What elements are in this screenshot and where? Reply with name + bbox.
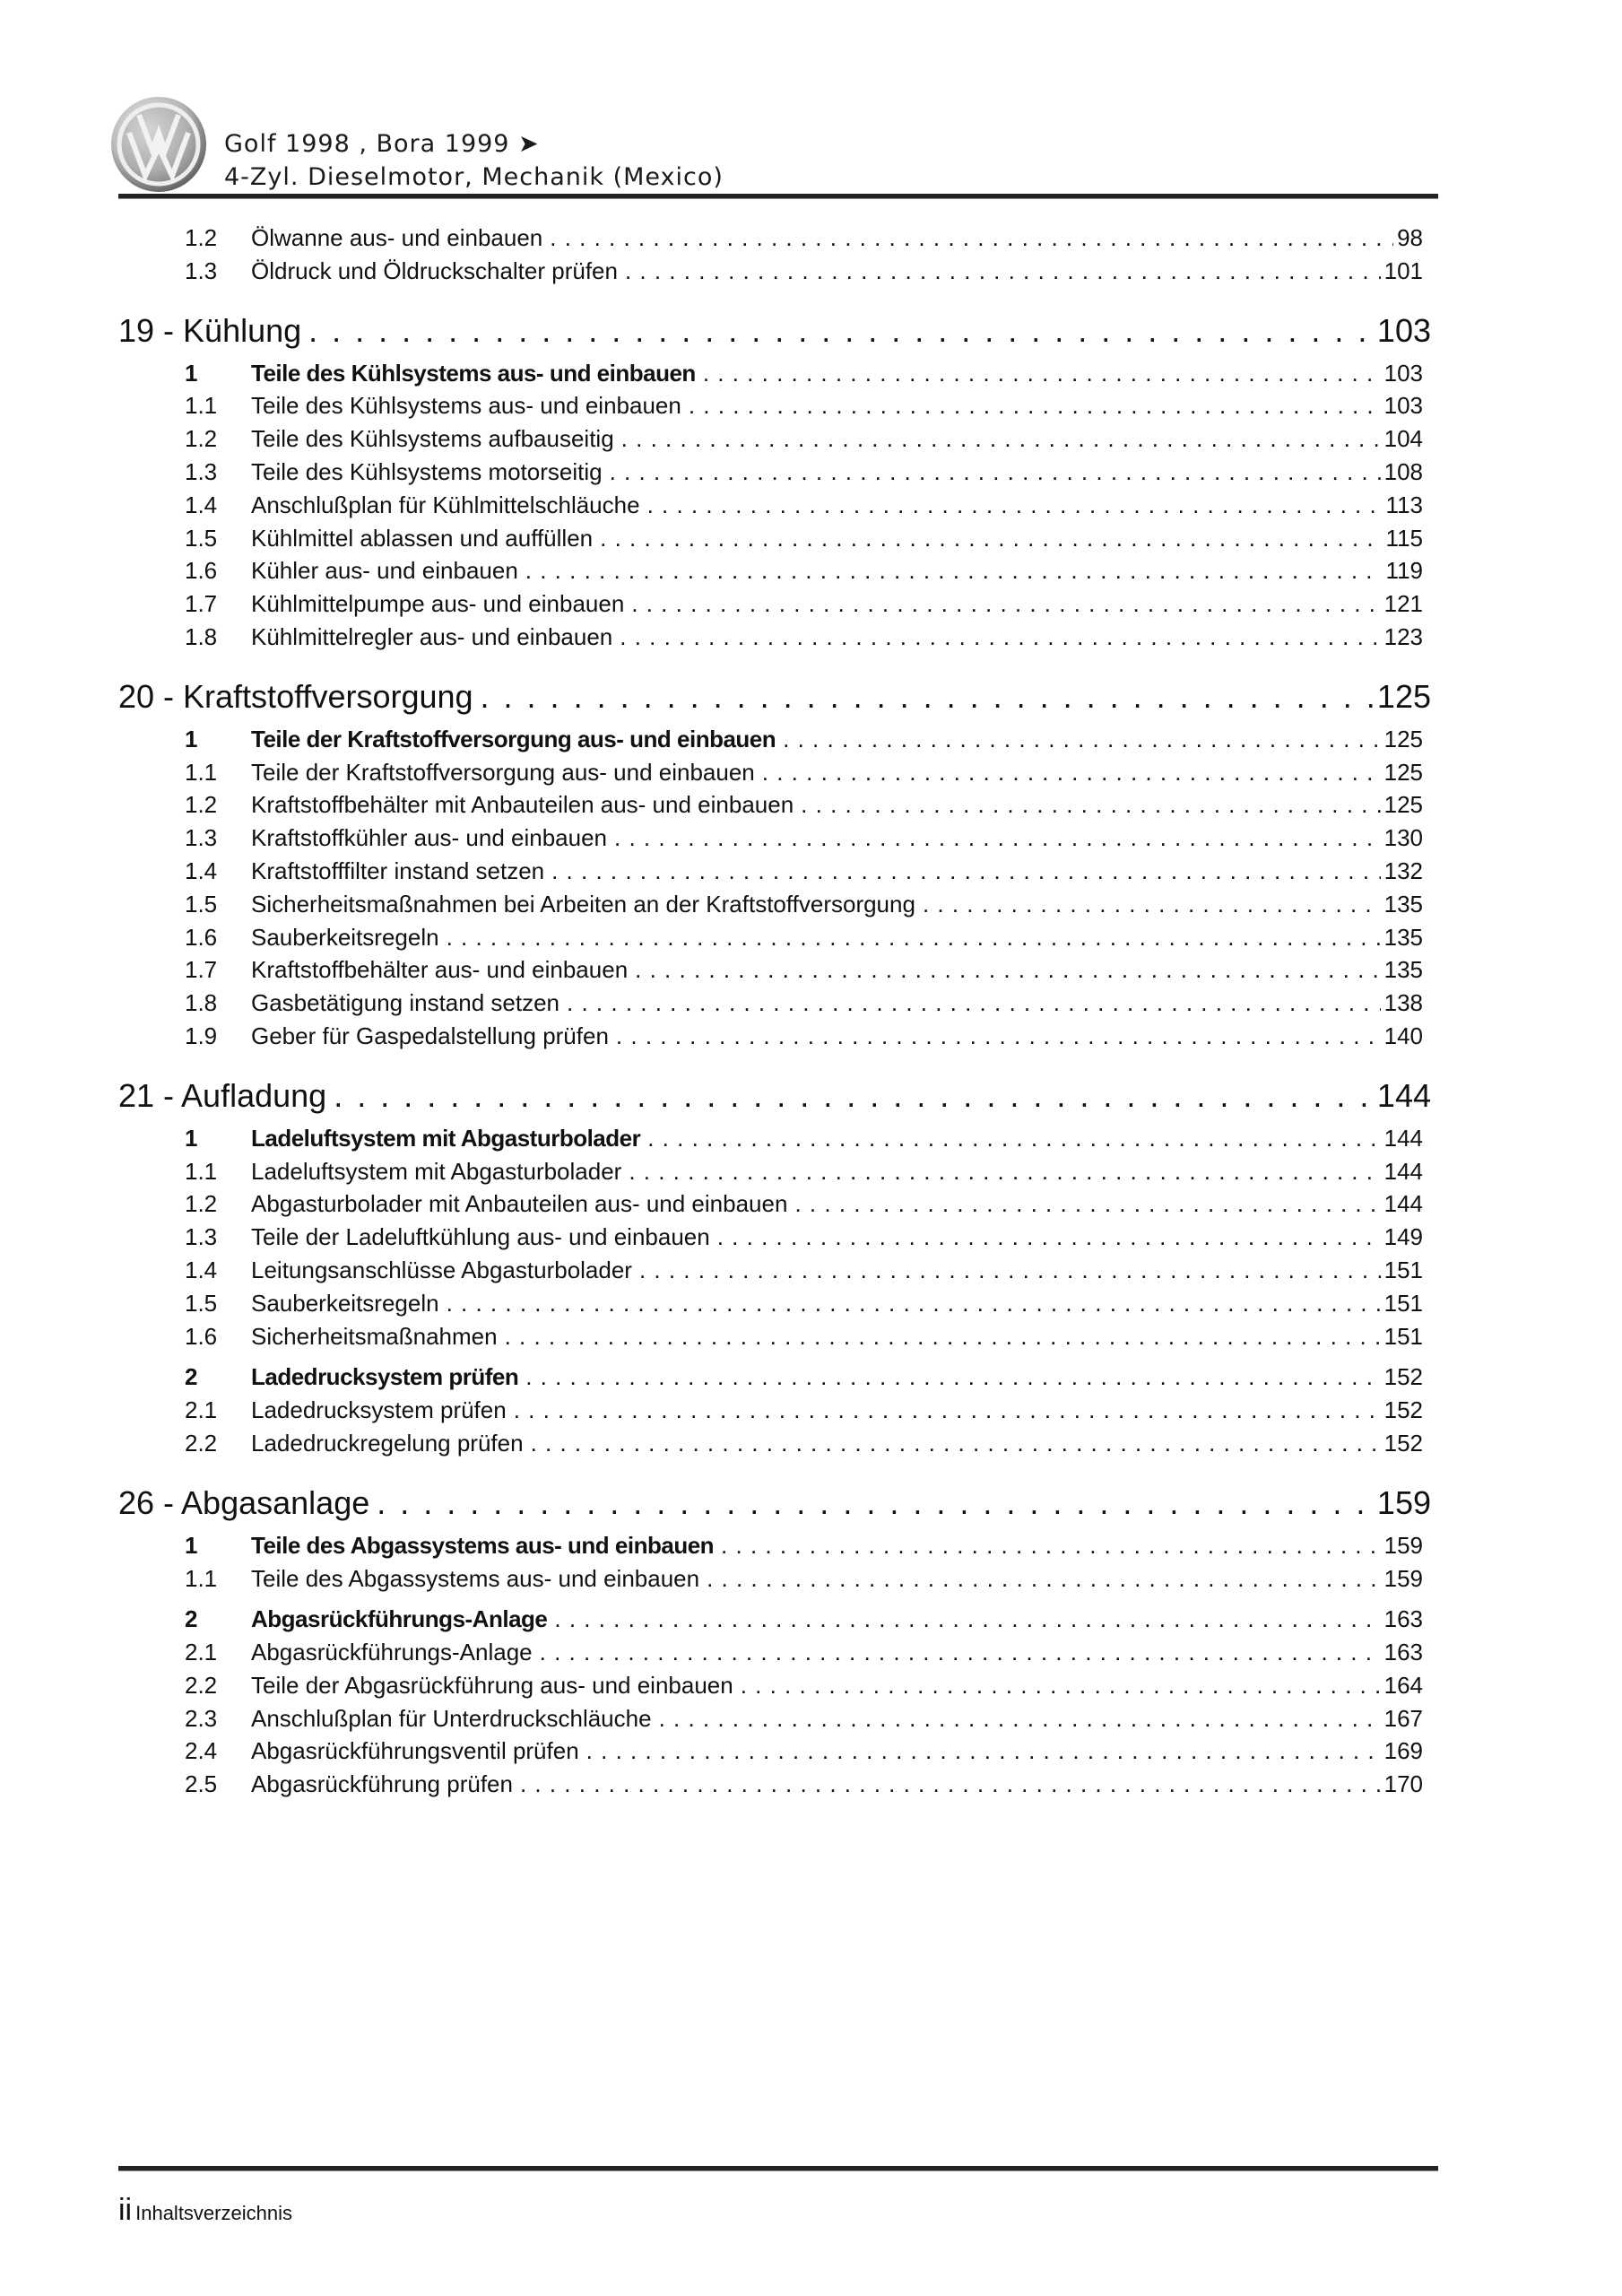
toc-entry-page: 159 (1376, 1483, 1431, 1521)
dot-leader (647, 489, 1383, 522)
toc-section-heading[interactable] (118, 1361, 1431, 1394)
dot-leader (600, 522, 1382, 555)
toc-entry[interactable] (118, 1427, 1431, 1460)
toc-entry-number: 1.2 (185, 1190, 218, 1218)
toc-entry[interactable] (118, 489, 1431, 522)
toc-entry[interactable] (118, 1320, 1431, 1353)
toc-entry[interactable] (118, 1562, 1431, 1596)
toc-chapter-heading[interactable] (118, 1482, 1431, 1525)
toc-entry-number: 1.8 (185, 989, 218, 1017)
toc-entry-title: Teile des Abgassystems aus- und einbauen (251, 1531, 715, 1559)
dot-leader (923, 888, 1381, 921)
toc-entry-title: Sauberkeitsregeln (251, 923, 439, 951)
toc-entry-title: Ladeluftsystem mit Abgasturbolader (251, 1124, 641, 1152)
dot-leader (525, 554, 1383, 587)
toc-entry-page: 101 (1383, 257, 1423, 284)
toc-chapter-heading[interactable] (118, 309, 1431, 352)
toc-entry-page: 152 (1383, 1363, 1423, 1391)
dot-leader (505, 1320, 1381, 1353)
dot-leader (614, 822, 1381, 855)
toc-entry-title: Abgasturbolader mit Anbauteilen aus- und einbauen (251, 1190, 788, 1218)
toc-entry-number: 1.2 (185, 224, 218, 251)
toc-entry-page: 125 (1383, 758, 1423, 786)
toc-entry-page: 144 (1383, 1157, 1423, 1185)
toc-entry[interactable] (118, 953, 1431, 987)
toc-entry-number: 1.3 (185, 1223, 218, 1251)
dot-leader (540, 1636, 1381, 1669)
toc-entry-title: 20 - Kraftstoffversorgung (118, 677, 473, 715)
toc-section-heading[interactable] (118, 1122, 1431, 1155)
toc-entry-title: Abgasrückführung prüfen (251, 1770, 513, 1798)
vw-logo (109, 95, 208, 194)
toc-entry-title: Teile des Kühlsystems aus- und einbauen (251, 392, 681, 420)
toc-entry[interactable] (118, 1768, 1431, 1801)
toc-section-heading[interactable] (118, 723, 1431, 756)
dot-leader (531, 1427, 1381, 1460)
toc-entry-number: 2.1 (185, 1639, 218, 1666)
toc-entry-number: 1.3 (185, 824, 218, 852)
toc-entry-number: 1.1 (185, 1157, 218, 1185)
toc-entry-page: 149 (1383, 1223, 1423, 1251)
toc-entry-number: 2.1 (185, 1396, 218, 1424)
toc-entry-title: Abgasrückführungs-Anlage (251, 1605, 548, 1633)
toc-entry-title: 26 - Abgasanlage (118, 1483, 370, 1521)
toc-entry[interactable] (118, 822, 1431, 855)
toc-entry-title: Teile der Ladeluftkühlung aus- und einbauen (251, 1223, 710, 1251)
toc-entry[interactable] (118, 621, 1431, 654)
toc-entry-title: Geber für Gaspedalstellung prüfen (251, 1022, 609, 1049)
toc-section-heading[interactable] (118, 1529, 1431, 1562)
toc-entry[interactable] (118, 1155, 1431, 1188)
toc-entry-title: 21 - Aufladung (118, 1076, 327, 1114)
toc-entry[interactable] (118, 1020, 1431, 1053)
toc-entry-number: 1.4 (185, 1256, 218, 1283)
dot-leader (621, 422, 1381, 456)
toc-entry-title: Ölwanne aus- und einbauen (251, 224, 543, 251)
toc-entry-number: 1.2 (185, 425, 218, 453)
toc-entry-number: 1.7 (185, 590, 218, 618)
toc-entry-title: Kraftstoffbehälter aus- und einbauen (251, 956, 629, 984)
toc-entry[interactable] (118, 1394, 1431, 1427)
toc-entry-page: 135 (1383, 956, 1423, 984)
toc-entry[interactable] (118, 554, 1431, 587)
dot-leader (783, 723, 1380, 756)
toc-entry-page: 163 (1383, 1605, 1423, 1633)
toc-entry-number: 1.3 (185, 257, 218, 284)
toc-entry-page: 152 (1383, 1429, 1423, 1457)
toc-entry-page: 169 (1383, 1737, 1423, 1765)
toc-entry-page: 125 (1383, 791, 1423, 819)
toc-entry-title: Anschlußplan für Kühlmittelschläuche (251, 491, 640, 518)
toc-entry-title: Kühler aus- und einbauen (251, 557, 518, 585)
toc-entry-title: Gasbetätigung instand setzen (251, 989, 560, 1017)
dot-leader (514, 1394, 1381, 1427)
toc-entry-page: 121 (1383, 590, 1423, 618)
toc-entry-page: 167 (1383, 1704, 1423, 1732)
toc-entry-number: 1.5 (185, 524, 218, 552)
toc-entry-page: 144 (1383, 1124, 1423, 1152)
dot-leader (629, 1155, 1380, 1188)
dot-leader (659, 1702, 1381, 1735)
toc-entry-title: Kühlmittel ablassen und auffüllen (251, 524, 594, 552)
dot-leader (717, 1221, 1381, 1254)
toc-entry-number: 1.5 (185, 1289, 218, 1317)
toc-entry-number: 2.3 (185, 1704, 218, 1732)
toc-entry-title: Teile der Kraftstoffversorgung aus- und einbauen (251, 725, 776, 752)
dot-leader (554, 1603, 1380, 1636)
toc-entry[interactable] (118, 855, 1431, 888)
toc-entry[interactable] (118, 1287, 1431, 1320)
toc-entry-title: Abgasrückführungs-Anlage (251, 1639, 533, 1666)
toc-entry-title: Leitungsanschlüsse Abgasturbolader (251, 1256, 632, 1283)
toc-entry-title: Abgasrückführungsventil prüfen (251, 1737, 579, 1765)
toc-entry[interactable] (118, 1636, 1431, 1669)
toc-entry-number: 1 (185, 725, 197, 752)
toc-entry-number: 1.1 (185, 392, 218, 420)
toc-section-heading[interactable] (118, 1603, 1431, 1636)
toc-entry-page: 108 (1383, 457, 1423, 485)
toc-entry-page: 164 (1383, 1671, 1423, 1699)
toc-entry[interactable] (118, 888, 1431, 921)
toc-entry-page: 132 (1383, 857, 1423, 884)
toc-entry[interactable] (118, 1254, 1431, 1287)
toc-entry-number: 1.1 (185, 758, 218, 786)
dot-leader (377, 1482, 1374, 1525)
toc-entry[interactable] (118, 587, 1431, 621)
dot-leader (447, 1287, 1381, 1320)
toc-entry-page: 103 (1383, 359, 1423, 387)
toc-entry-number: 1 (185, 1531, 197, 1559)
toc-entry-page: 98 (1397, 224, 1423, 251)
toc-entry-page: 151 (1383, 1289, 1423, 1317)
toc-entry-number: 1.5 (185, 890, 218, 918)
toc-entry[interactable] (118, 1187, 1431, 1221)
toc-entry-title: Teile des Kühlsystems aufbauseitig (251, 425, 614, 453)
dot-leader (567, 987, 1381, 1020)
toc-entry-page: 130 (1383, 824, 1423, 852)
toc-entry-page: 140 (1383, 1022, 1423, 1049)
dot-leader (308, 309, 1374, 352)
toc-section-heading[interactable] (118, 357, 1431, 390)
toc-entry[interactable] (118, 456, 1431, 489)
toc-entry-number: 1.6 (185, 557, 218, 585)
dot-leader (620, 621, 1380, 654)
dot-leader (334, 1074, 1374, 1118)
dot-leader (631, 587, 1380, 621)
footer-section-label: Inhaltsverzeichnis (135, 2202, 292, 2224)
toc-entry-title: Teile der Abgasrückführung aus- und einbauen (251, 1671, 733, 1699)
dot-leader (721, 1529, 1381, 1562)
dot-leader (551, 855, 1381, 888)
toc-entry-title: Kühlmittelpumpe aus- und einbauen (251, 590, 625, 618)
toc-entry[interactable] (118, 255, 1431, 288)
toc-entry-number: 1.4 (185, 857, 218, 884)
toc-entry-page: 104 (1383, 425, 1423, 453)
toc-entry[interactable] (118, 1702, 1431, 1735)
toc-entry[interactable] (118, 921, 1431, 954)
dot-leader (616, 1020, 1381, 1053)
toc-entry-title: Kraftstoffbehälter mit Anbauteilen aus- und einbauen (251, 791, 794, 819)
toc-entry-page: 103 (1376, 311, 1431, 349)
dot-leader (794, 1187, 1380, 1221)
toc-entry-number: 1 (185, 359, 197, 387)
toc-entry-number: 1.6 (185, 923, 218, 951)
toc-entry-number: 1.8 (185, 622, 218, 650)
toc-entry[interactable] (118, 987, 1431, 1020)
footer-divider (118, 2166, 1438, 2171)
toc-entry-page: 125 (1376, 677, 1431, 715)
dot-leader (703, 357, 1381, 390)
toc-entry-title: Sauberkeitsregeln (251, 1289, 439, 1317)
toc-chapter-heading[interactable] (118, 675, 1431, 718)
toc-entry-page: 159 (1383, 1531, 1423, 1559)
toc-entry-page: 125 (1383, 725, 1423, 752)
toc-entry-title: Ladedrucksystem prüfen (251, 1363, 519, 1391)
dot-leader (741, 1669, 1381, 1702)
toc-entry-title: Teile des Abgassystems aus- und einbauen (251, 1564, 700, 1592)
dot-leader (625, 255, 1381, 288)
toc-entry-title: 19 - Kühlung (118, 311, 302, 349)
toc-entry-number: 1.9 (185, 1022, 218, 1049)
toc-entry-page: 113 (1385, 491, 1423, 518)
toc-entry[interactable] (118, 422, 1431, 456)
toc-entry-page: 135 (1383, 890, 1423, 918)
toc-entry[interactable] (118, 1221, 1431, 1254)
header-divider (118, 194, 1438, 199)
toc-entry-page: 151 (1383, 1322, 1423, 1350)
toc-entry-title: Teile des Kühlsystems motorseitig (251, 457, 603, 485)
toc-entry-number: 1 (185, 1124, 197, 1152)
toc-entry-title: Ladedruckregelung prüfen (251, 1429, 524, 1457)
toc-entry-page: 163 (1383, 1639, 1423, 1666)
toc-entry-page: 115 (1385, 524, 1423, 552)
dot-leader (689, 389, 1381, 422)
toc-entry-number: 1.4 (185, 491, 218, 518)
toc-entry-page: 119 (1385, 557, 1423, 585)
dot-leader (635, 953, 1380, 987)
page-number: ii (118, 2193, 133, 2227)
toc-entry-number: 2 (185, 1363, 197, 1391)
toc-entry[interactable] (118, 1735, 1431, 1768)
toc-entry-page: 103 (1383, 392, 1423, 420)
dot-leader (525, 1361, 1380, 1394)
toc-entry[interactable] (118, 1669, 1431, 1702)
toc-entry-number: 2.2 (185, 1429, 218, 1457)
page-footer (118, 2193, 292, 2228)
dot-leader (762, 756, 1381, 789)
dot-leader (610, 456, 1381, 489)
toc-entry-title: Teile des Kühlsystems aus- und einbauen (251, 359, 696, 387)
toc-entry[interactable] (118, 522, 1431, 555)
dot-leader (550, 222, 1393, 255)
toc-entry-page: 144 (1376, 1076, 1431, 1114)
toc-entry-number: 1.2 (185, 791, 218, 819)
dot-leader (447, 921, 1381, 954)
toc-entry-number: 2.4 (185, 1737, 218, 1765)
toc-entry-title: Sicherheitsmaßnahmen bei Arbeiten an der Kraftstoffversorgung (251, 890, 915, 918)
dot-leader (639, 1254, 1381, 1287)
toc-entry[interactable] (118, 756, 1431, 789)
header-vehicle-models: Golf 1998 , Bora 1999 ➤ (224, 130, 540, 158)
toc-entry-number: 2 (185, 1605, 197, 1633)
dot-leader (586, 1735, 1381, 1768)
header-manual-title: 4-Zyl. Dieselmotor, Mechanik (Mexico) (224, 163, 724, 191)
dot-leader (707, 1562, 1381, 1596)
toc-entry-page: 138 (1383, 989, 1423, 1017)
toc-entry-title: Anschlußplan für Unterdruckschläuche (251, 1704, 652, 1732)
dot-leader (520, 1768, 1381, 1801)
toc-entry-title: Ladedrucksystem prüfen (251, 1396, 507, 1424)
table-of-contents (118, 222, 1431, 1801)
dot-leader (481, 675, 1374, 718)
toc-entry-page: 151 (1383, 1256, 1423, 1283)
toc-entry-title: Kraftstofffilter instand setzen (251, 857, 545, 884)
toc-entry-number: 1.6 (185, 1322, 218, 1350)
toc-entry[interactable] (118, 389, 1431, 422)
toc-entry-page: 144 (1383, 1190, 1423, 1218)
toc-entry-page: 159 (1383, 1564, 1423, 1592)
dot-leader (647, 1122, 1380, 1155)
toc-entry-number: 1.1 (185, 1564, 218, 1592)
toc-entry-number: 1.3 (185, 457, 218, 485)
toc-entry[interactable] (118, 222, 1431, 255)
toc-entry-number: 2.2 (185, 1671, 218, 1699)
toc-entry-title: Kühlmittelregler aus- und einbauen (251, 622, 613, 650)
toc-entry[interactable] (118, 788, 1431, 822)
toc-entry-page: 135 (1383, 923, 1423, 951)
toc-entry-number: 1.7 (185, 956, 218, 984)
toc-entry-title: Sicherheitsmaßnahmen (251, 1322, 498, 1350)
toc-entry-number: 2.5 (185, 1770, 218, 1798)
toc-entry-page: 123 (1383, 622, 1423, 650)
toc-entry-title: Teile der Kraftstoffversorgung aus- und einbauen (251, 758, 755, 786)
dot-leader (801, 788, 1380, 822)
toc-entry-page: 170 (1383, 1770, 1423, 1798)
toc-entry-title: Ladeluftsystem mit Abgasturbolader (251, 1157, 622, 1185)
toc-entry-page: 152 (1383, 1396, 1423, 1424)
toc-chapter-heading[interactable] (118, 1074, 1431, 1118)
toc-entry-title: Kraftstoffkühler aus- und einbauen (251, 824, 608, 852)
toc-entry-title: Öldruck und Öldruckschalter prüfen (251, 257, 618, 284)
